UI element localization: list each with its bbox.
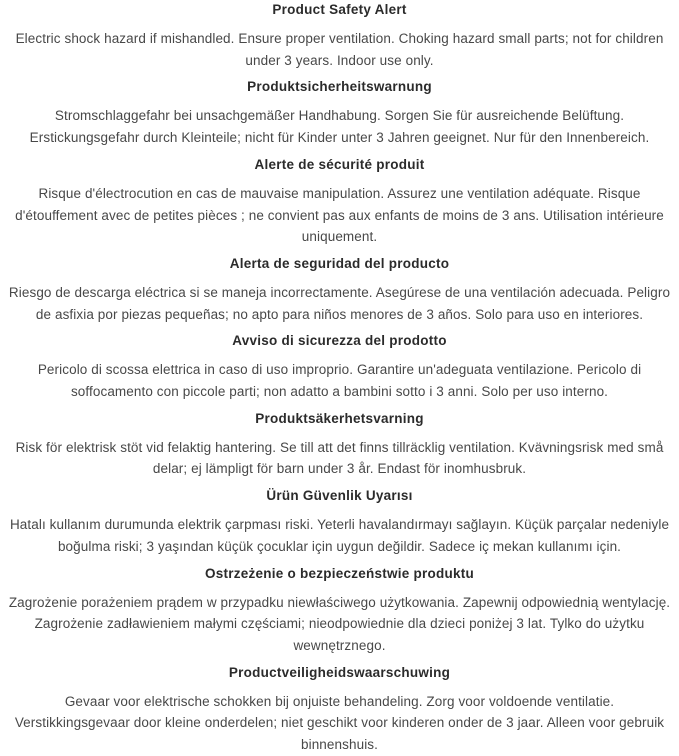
language-section-nl (8, 664, 671, 756)
section-heading: Ostrzeżenie o bezpieczeństwie produktu (204, 565, 475, 581)
language-section-sv (8, 410, 671, 480)
section-body: Riesgo de descarga eléctrica si se maneja incorrectamente. Asegúrese de una ventilación adecuada. Peligro de asfixia por piezas pequeñas; no apto para niños menores de 3 años. Solo para uso en interiores. (8, 284, 671, 322)
section-heading: Alerta de seguridad del producto (229, 255, 450, 271)
language-section-de (8, 78, 671, 148)
section-body: Gevaar voor elektrische schokken bij onjuiste behandeling. Zorg voor voldoende ventilatie. Verstikkingsgevaar door kleine onderdelen; niet geschikt voor kinderen onder de 3 jaar. Alleen voor gebruik binnenshuis. (14, 693, 665, 753)
section-heading: Product Safety Alert (272, 2, 407, 17)
language-section-it (8, 332, 671, 402)
language-section-es (8, 255, 671, 325)
language-section-pl (8, 565, 671, 657)
section-body: Hatalı kullanım durumunda elektrik çarpması riski. Yeterli havalandırmayı sağlayın. Küçük parçalar nedeniyle boğulma riski; 3 yaşından küçük çocuklar için uygun değildir. Sadece iç mekan kullanımı için. (9, 517, 670, 554)
section-body: Pericolo di scossa elettrica in caso di uso improprio. Garantire un'adeguata ventilazione. Pericolo di soffocamento con piccole parti; non adatto a bambini sotto i 3 anni. Solo per uso interno. (37, 362, 642, 400)
section-heading: Productveiligheidswaarschuwing (228, 664, 451, 680)
section-heading: Produktsicherheitswarnung (247, 79, 432, 95)
section-body: Zagrożenie porażeniem prądem w przypadku niewłaściwego użytkowania. Zapewnij odpowiednią wentylację. Zagrożenie zadławieniem małymi częściami; nieodpowiednie dla dzieci poniżej 3 lat. Tylko do użytku wewnętrznego. (8, 594, 671, 653)
section-heading: Alerte de sécurité produit (254, 156, 425, 172)
section-body: Stromschlaggefahr bei unsachgemäßer Handhabung. Sorgen Sie für ausreichende Belüftung. Erstickungsgefahr durch Kleinteile; nicht für Kinder unter 3 Jahren geeignet. Nur für den Innenbereich. (29, 108, 650, 146)
section-heading: Ürün Güvenlik Uyarısı (266, 488, 413, 504)
language-section-en (8, 1, 671, 71)
section-heading: Avviso di sicurezza del prodotto (232, 333, 447, 349)
section-body: Electric shock hazard if mishandled. Ensure proper ventilation. Choking hazard small parts; not for children under 3 years. Indoor use only. (15, 31, 664, 68)
section-body: Risk för elektrisk stöt vid felaktig hantering. Se till att det finns tillräcklig ventilation. Kvävningsrisk med små delar; ej lämpligt för barn under 3 år. Endast för inomhusbruk. (15, 439, 664, 477)
section-body: Risque d'électrocution en cas de mauvaise manipulation. Assurez une ventilation adéquate. Risque d'étouffement avec de petites pièces ; ne convient pas aux enfants de moins de 3 ans. Utilisation intérieure uniquement. (15, 185, 664, 245)
language-section-tr (8, 487, 671, 557)
section-heading: Produktsäkerhetsvarning (255, 410, 424, 426)
language-section-fr (8, 156, 671, 248)
